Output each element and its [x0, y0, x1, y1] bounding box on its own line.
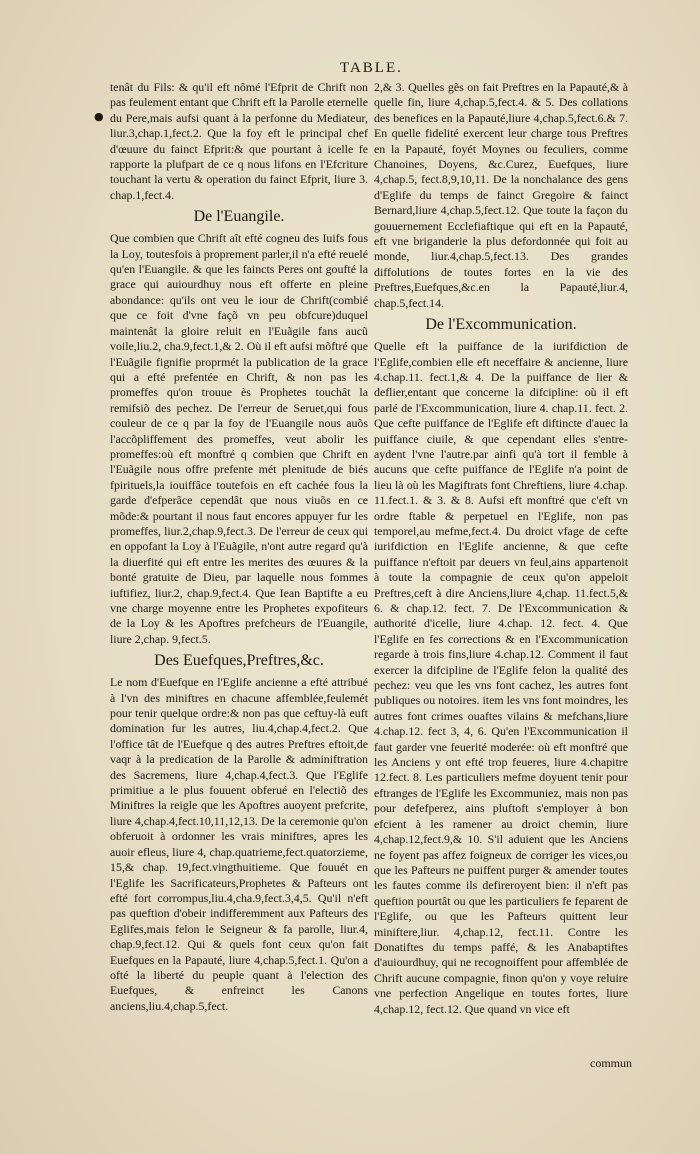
left-column — [110, 80, 368, 1120]
euesques-paragraph: Le nom d'Euefque en l'Eglife ancienne a efté attribué à l'vn des miniftres en chacune affemblée,feulemét pour tenir quelque ordre:& non pas que ceftuy-là euft domination fur les autres, liu.4,chap.4,fect.2. Que l'office tât de l'Euefque q des autres Preftres eftoit,de vaqr à la predication de la Parolle & adminiftration des Sacremens, liure 4,chap.4,fect.3. Que l'Eglife primitiue a le plus fouuent obferué en l'electiõ des Miniftres la reigle que les Apoftres auoyent prefcrite, liure 4,chap.4,fect.10,11,12,13. De la ceremonie qu'on obferuoit à ordonner les vrais miniftres, apres les auoir efleus, liure 4, chap.quatrieme,fect.quatorzieme, 15,& chap. 19,fect.vingthuitieme. Que fouuét en l'Eglife les Sacrificateurs,Prophetes & Pafteurs ont efté fort corrompus,liu.4,cha.9,fect.3,4,5. Qu'il n'eft pas queftion d'obeir indifferemment aux Pafteurs des Eglifes,mais felon le Seigneur & fa parolle, liur.4, chap.9,fect.12. Qui & quels font ceux qu'on fait Euefques en la Papauté, liure 4,chap.5,fect.1. Qu'on a ofté la liberté du peuple quant à l'election des Euefques, & enfreinct les Canons anciens,liu.4,chap.5,fect. — [110, 675, 368, 1013]
section-heading-euesques: Des Euefques,Preftres,&c. — [154, 652, 324, 670]
section-heading-excommunication: De l'Excommunication. — [425, 316, 577, 334]
right-column — [374, 80, 628, 1130]
section-heading-euangile: De l'Euangile. — [193, 208, 285, 226]
right-intro-paragraph: 2,& 3. Quelles gẽs on fait Preftres en la Papauté,& à quelle fin, liure 4,chap.5,fect.4. & 5. Des collations des benefices en la Papauté,liure 4,chap.5,fect.6.& 7. En quelle fidelité exercent leur charge tous Preftres en la Papauté, foyét Moynes ou feculiers, comme Chanoines, Doyens, &c.Curez, Euefques, liure 4,chap.5, fect.8,9,10,11. De la nonchalance des gens d'Eglife du temps de fainct Gregoire & fainct Bernard,liure 4,chap.5,fect.12. Que toute la façon du gouuernement Ecclefiaftique qui eft en la Papauté, eft vne briganderie la plus defordonnée qui foit au monde, liur.4,chap.5,fect.13. Des grandes diffolutions de toutes fortes en la vie des Preftres,Euefques,&c.en la Papauté,liur.4, chap.5,fect.14. — [374, 80, 628, 310]
left-intro-paragraph: tenât du Fils: & qu'il eft nômé l'Efprit de Chrift non pas feulement entant que Chrift eft la Parolle eternelle du Pere,mais aufsi quant à la perfonne du Mediateur, liur.3,chap.1,fect.2. Que la foy eft le principal chef d'œuure du fainct Efprit:& que pourtant à icelle fe rapporte la plufpart de ce q nous lifons en l'Efcriture touchant la vertu & operation du fainct Efprit, liure 3. chap.1,fect.4. — [110, 80, 368, 202]
margin-mark: ● — [94, 110, 104, 123]
running-head: TABLE. — [340, 60, 403, 76]
excommunication-paragraph: Quelle eft la puiffance de la iurifdiction de l'Eglife,combien elle eft neceffaire & ancienne, liure 4.chap.11. fect.1,& 4. De la puiffance de lier & deflier,entant que concerne la difcipline: où il eft parlé de l'Excommunication, liure 4. chap.11. fect. 2. Que cefte puiffance de l'Eglife eft diftincte d'auec la puiffance ciuile, & que cependant elles s'entre-aydent l'vne l'autre.par ainfi qu'à tort il femble à aucuns que cefte puiffance de l'Eglife n'a point de lieu là où les Magiftrats font Chreftiens, liure 4.chap. 11.fect.1. & 3. & 8. Aufsi eft monftré que c'eft vn ordre ftable & perpetuel en l'Eglife, non pas temporel,au mefme,fect.4. Du droict vfage de cefte iurifdiction en l'Eglife ancienne, & que cefte puiffance n'eftoit par deuers vn feul,ains appartenoit à toute la compagnie de ceux qu'on appeloit Preftres,ceft à dire Anciens,liure 4,chap. 11.fect.5,& 6. & chap.12. fect. 7. De l'Excommunication & authorité d'icelle, liure 4.chap. 12. fect. 4. Que l'Eglife en fes corrections & en l'Excommunication regarde à trois fins,liure 4.chap.12. Comment il faut exercer la difcipline de l'Eglife felon la qualité des pechez: veu que les vns font cachez, les autres font publiques ou notoires. item les vns font moindres, les autres font crimes ouaftes vilains & mefchans,liure 4.chap.12. fect 3, 4, 6. Qu'en l'Excommunication il faut garder vne feuerité moderée: où eft monftré que les Anciens y ont efté trop feueres, liure 4.chapitre 12.fect. 8. Les particuliers mefme doyuent tenir pour eftranges de l'Eglife les Excommuniez, mais non pas pour defefperez, ains pluftoft s'employer à bon efcient à les ramener au droict chemin, liure 4,chap.12,fect.9,& 10. S'il aduient que les Anciens ne foyent pas affez foigneux de corriger les vices,ou que les Pafteurs ne puiffent purger & amender toutes les fautes comme ils defireroyent bien: il n'eft pas queftion pourtât ou que les particuliers fe feparent de l'Eglife, ou que les Pafteurs quittent leur miniftere,liur. 4,chap.12, fect.11. Contre les Donatiftes du temps paffé, & les Anabaptiftes d'auiourdhuy, qui ne recognoiffent pour affemblée de Chrift aucune compagnie, finon qu'on y voye reluire vne perfection Angelique en toutes fortes, liure 4,chap.12, fect.12. Que quand vn vice eft — [374, 339, 628, 1016]
euangile-paragraph: Que combien que Chrift aît efté cogneu des Iuifs fous la Loy, toutesfois à proprement parler,il n'a efté reuelé qu'en l'Euangile. & que les faincts Peres ont goufté la grace qui auiourdhuy nous eft offerte en pleine abondance: qu'ils ont veu le iour de Chrift(combié que ce foit d'vne façõ vn peu obfcure)duquel maintenât la gloire reluit en l'Euãgile fans aucũ voile,liu.2, cha.9,fect.1,& 2. Où il eft aufsi mõftré que l'Euãgile fignifie proprmét la publication de la grace qui a efté prefentée en Chrift, & non pas les promeffes qu'on trouue ès Prophetes touchât la remifsiõ des pechez. De l'erreur de Seruet,qui fous couleur de ce q par la foy de l'Euangile nous auõs l'accõpliffement des promeffes, veut abolir les promeffes:où eft monftré q combien que Chrift en l'Euãgile nous offre prefente mét plenitude de biés fpirituels,la iouiffâce toutefois en eft cachée fous la garde d'efperãce cependât que nous viuõs en ce mõde:& pourtant il nous faut encores appuyer fur les promeffes, liur.2,chap.9,fect.3. De l'erreur de ceux qui en oppofant la Loy à l'Euãgile, n'ont autre regard qu'à la diuerfité qui eft entre les merites des œuures & la bonté gratuite de Dieu, par laquelle nous fommes iuftifiez, liur.2, chap.9,fect.4. Que Iean Baptifte a eu vne charge moyenne entre les Prophetes expofiteurs de la Loy & les Apoftres prefcheurs de l'Euangile, liure 2,chap. 9,fect.5. — [110, 231, 368, 646]
catchword: commun — [590, 1056, 632, 1070]
